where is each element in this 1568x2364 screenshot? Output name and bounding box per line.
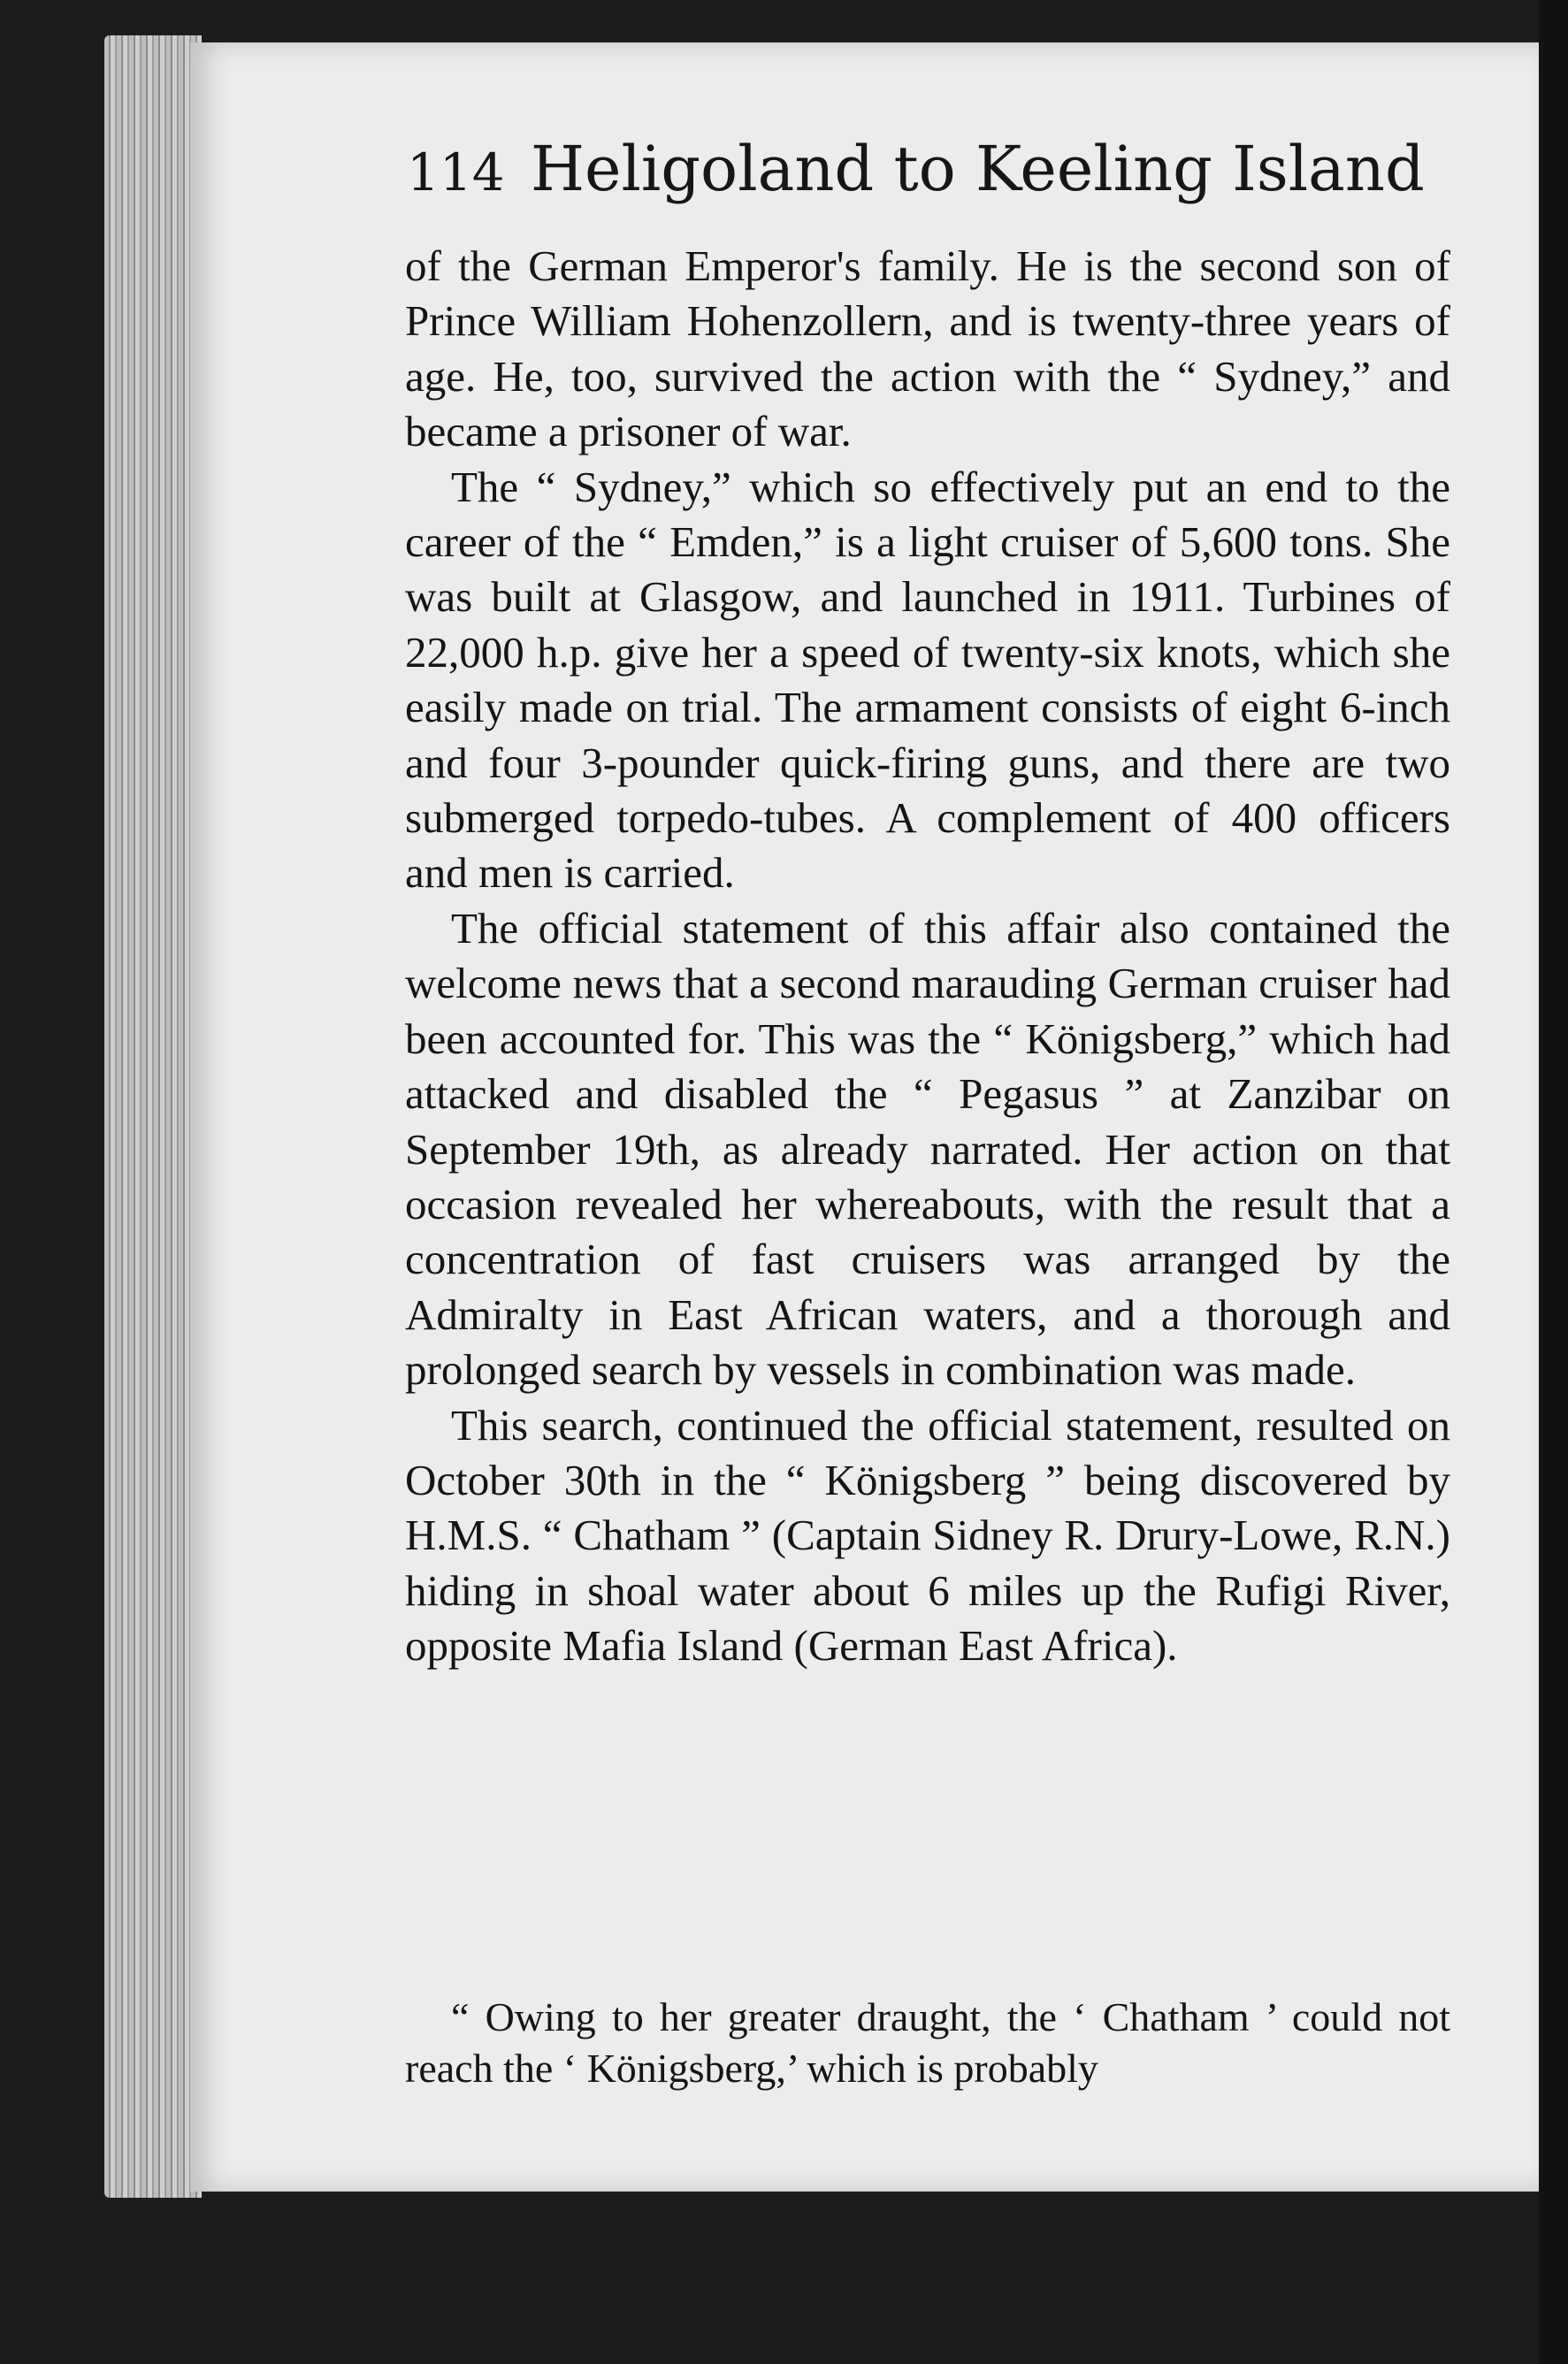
paragraph-continuation: of the German Emperor's family. He is the second son of Prince William Hohenzollern, and is twenty-three years of age. He, too, survived the action with the “ Sydney,” and became a prisoner of war. (405, 241, 1450, 456)
body-text (405, 239, 1450, 1674)
paragraph-official-statement: The official statement of this affair also contained the welcome news that a second marauding German cruiser had been accounted for. This was the “ Königsberg,” which had attacked and disabled the “ Pegasus ” at Zanzibar on September 19th, as already narrated. Her action on that occasion revealed her whereabouts, with the result that a concentration of fast cruisers was arranged by the Admiralty in East African waters, and a thorough and prolonged search by vessels in combination was made. (405, 903, 1450, 1395)
paragraph-search: This search, continued the official statement, resulted on October 30th in the “ Königsberg ” being discovered by H.M.S. “ Chatham ” (Captain Sidney R. Drury-Lowe, R.N.) hiding in shoal water about 6 miles up the Rufigi River, opposite Mafia Island (German East Africa). (405, 1400, 1450, 1671)
page-number: 114 (407, 142, 505, 203)
scan-border (1539, 0, 1568, 2364)
page-edges (104, 35, 202, 2198)
running-head (407, 133, 1425, 205)
quoted-paragraph: “ Owing to her greater draught, the ‘ Chatham ’ could not reach the ‘ Königsberg,’ which is probably (405, 1994, 1450, 2091)
running-title: Heligoland to Keeling Island (531, 133, 1425, 205)
paragraph-sydney: The “ Sydney,” which so effectively put an end to the career of the “ Emden,” is a light cruiser of 5,600 tons. She was built at Glasgow, and launched in 1911. Turbines of 22,000 h.p. give her a speed of twenty-six knots, which she easily made on trial. The armament consists of eight 6-inch and four 3-pounder quick-firing guns, and there are two submerged torpedo-tubes. A complement of 400 officers and men is carried. (405, 462, 1450, 898)
